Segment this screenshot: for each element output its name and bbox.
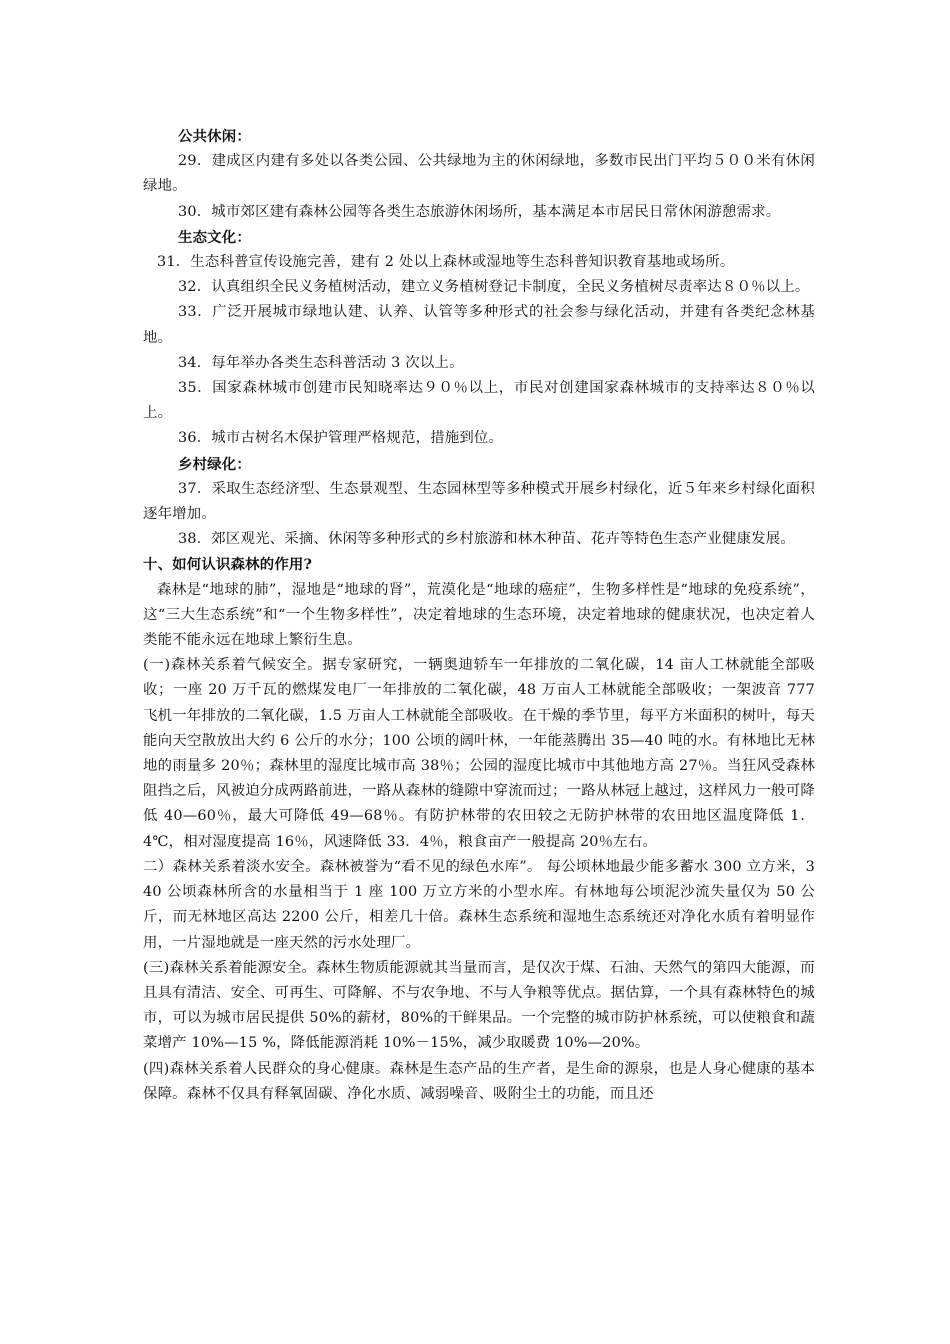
item-38: 38．郊区观光、采摘、休闲等多种形式的乡村旅游和林木种苗、花卉等特色生态产业健康发展。 bbox=[178, 531, 795, 548]
item-36: 36．城市古树名木保护管理严格规范，措施到位。 bbox=[178, 430, 504, 447]
heading-rural-greening: 乡村绿化： bbox=[178, 455, 251, 473]
paragraph-energy-security: (三)森林关系着能源安全。森林生物质能源就其当量而言，是仅次于煤、石油、天然气的第四大能源，而且具有清洁、安全、可再生、可降解、不与农争地、不与人争粮等优点。据估算，一个具有森林特色的城市，可以为城市居民提供 50%的薪材，80%的干鲜果品。一个完整的城市防护林系统，可以使粮食和蔬菜增产 10%—15 %，降低能源消耗 10%－15%，减少取暖费 10%—20%。 bbox=[143, 959, 815, 1052]
heading-public-leisure: 公共休闲： bbox=[178, 128, 251, 145]
document-body bbox=[143, 124, 815, 1107]
item-32: 32．认真组织全民义务植树活动，建立义务植树登记卡制度，全民义务植树尽责率达８０％以上。 bbox=[178, 279, 810, 296]
item-31: 31．生态科普宣传设施完善，建有 2 处以上森林或湿地等生态科普知识教育基地或场所。 bbox=[157, 254, 735, 271]
paragraph-health: (四)森林关系着人民群众的身心健康。森林是生态产品的生产者，是生命的源泉，也是人身心健康的基本保障。森林不仅具有释氧固碳、净化水质、减弱噪音、吸附尘土的功能，而且还 bbox=[143, 1060, 815, 1102]
intro-paragraph: 森林是“地球的肺”，湿地是“地球的肾”，荒漠化是“地球的癌症”，生物多样性是“地球的免疫系统”，这“三大生态系统”和“一个生物多样性”，决定着地球的生态环境，决定着地球的健康状况，也决定着人类能不能永远在地球上繁衍生息。 bbox=[143, 581, 815, 649]
paragraph-climate-security: (一)森林关系着气候安全。据专家研究，一辆奥迪轿车一年排放的二氧化碳，14 亩人工林就能全部吸收；一座 20 万千瓦的燃煤发电厂一年排放的二氧化碳，48 万亩人工林就能全部吸收；一架波音 777 飞机一年排放的二氧化碳，1.5 万亩人工林就能全部吸收。在干燥的季节里，每平方米面积的树叶，每天能向天空散放出大约 6 公斤的水分；100 公顷的阔叶林，一年能蒸腾出 35—40 吨的水。有林地比无林地的雨量多 20％；森林里的湿度比城市高 38％；公园的湿度比城市中其他地方高 27％。当狂风受森林阻挡之后，风被迫分成两路前进，一路从森林的缝隙中穿流而过；一路从林冠上越过，这样风力一般可降低 40—60％，最大可降低 49—68％。有防护林带的农田较之无防护林带的农田地区温度降低 1．4℃，相对湿度提高 16％，风速降低 33．4％，粮食亩产一般提高 20％左右。 bbox=[143, 657, 816, 850]
item-35: 35．国家森林城市创建市民知晓率达９０％以上，市民对创建国家森林城市的支持率达８０％以上。 bbox=[143, 380, 815, 422]
paragraph-water-security: 二）森林关系着淡水安全。森林被誉为“看不见的绿色水库”。 每公顷林地最少能多蓄水 300 立方米，340 公顷森林所含的水量相当于 1 座 100 万立方米的小型水库。有林地每公顷泥沙流失量仅为 50 公斤，而无林地区高达 2200 公斤，相差几十倍。森林生态系统和湿地生态系统还对净化水质有着明显作用，一片湿地就是一座天然的污水处理厂。 bbox=[143, 858, 815, 951]
item-34: 34．每年举办各类生态科普活动 3 次以上。 bbox=[178, 354, 464, 371]
heading-eco-culture: 生态文化： bbox=[178, 228, 251, 246]
item-30: 30．城市郊区建有森林公园等各类生态旅游休闲场所，基本满足本市居民日常休闲游憩需求。 bbox=[178, 203, 781, 220]
item-37: 37．采取生态经济型、生态景观型、生态园林型等多种模式开展乡村绿化，近５年来乡村绿化面积逐年增加。 bbox=[143, 480, 815, 523]
item-29: 29．建成区内建有多处以各类公园、公共绿地为主的休闲绿地，多数市民出门平均５００米有休闲绿地。 bbox=[143, 153, 815, 195]
item-33: 33．广泛开展城市绿地认建、认养、认管等多种形式的社会参与绿化活动，并建有各类纪念林基地。 bbox=[143, 304, 815, 346]
section-title: 十、如何认识森林的作用? bbox=[143, 556, 313, 574]
